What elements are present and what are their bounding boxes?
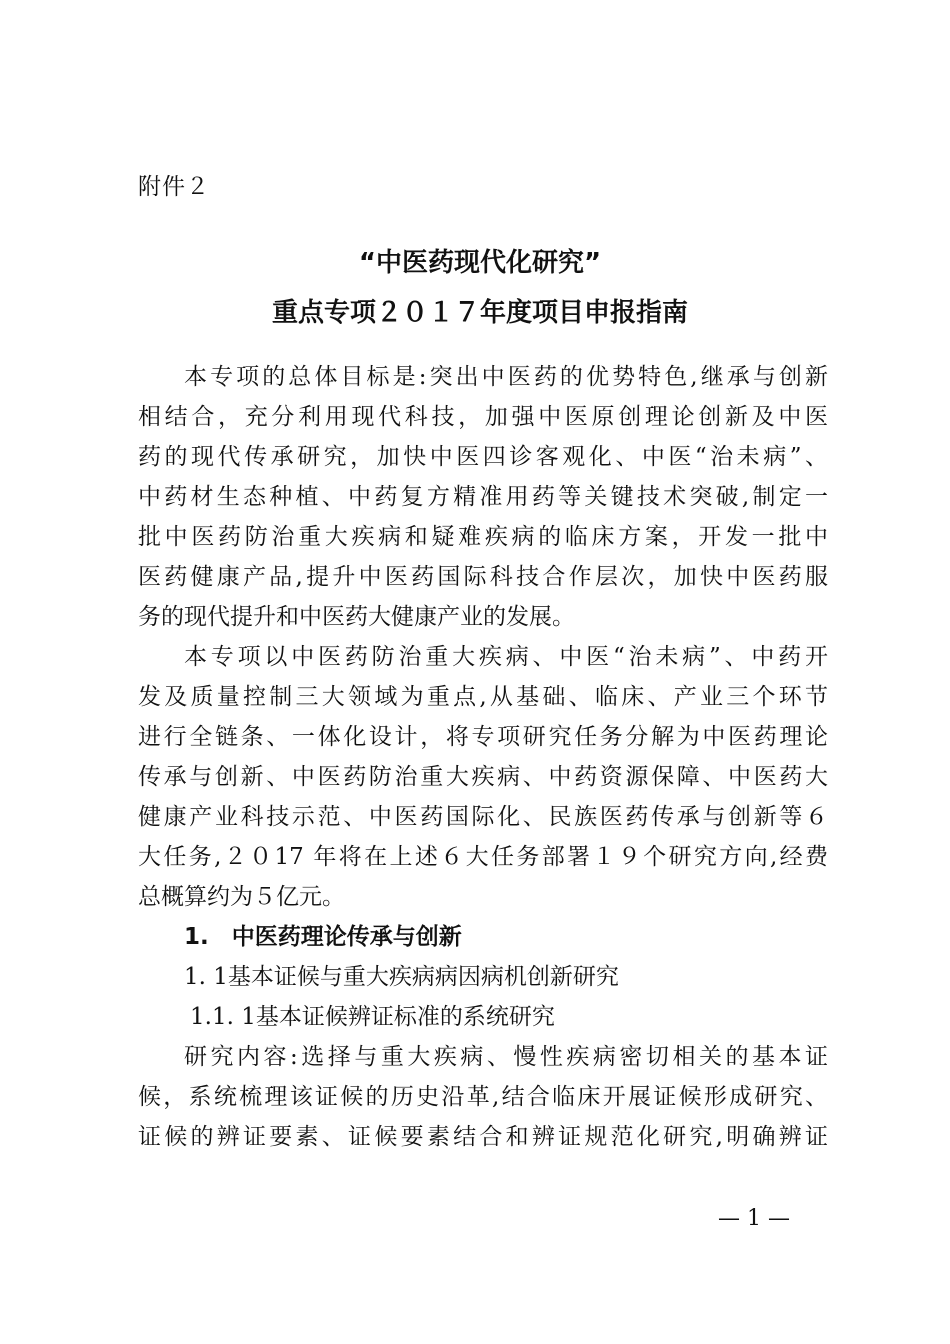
section-1-heading: 1. 中医药理论传承与创新 xyxy=(184,924,462,950)
paragraph-2-line-1: 本专项以中医药防治重大疾病、中医“治未病”、中药开 xyxy=(184,644,828,670)
paragraph-1-line-5: 批中医药防治重大疾病和疑难疾病的临床方案，开发一批中 xyxy=(138,524,828,550)
paragraph-3-line-2: 候，系统梳理该证候的历史沿革,结合临床开展证候形成研究、 xyxy=(138,1084,828,1110)
document-title-line-1: “中医药现代化研究” xyxy=(358,248,602,278)
paragraph-2-line-5: 健康产业科技示范、中医药国际化、民族医药传承与创新等６ xyxy=(138,804,828,830)
paragraph-2-line-4: 传承与创新、中医药防治重大疾病、中药资源保障、中医药大 xyxy=(138,764,828,790)
paragraph-3-line-1: 研究内容:选择与重大疾病、慢性疾病密切相关的基本证 xyxy=(184,1044,828,1070)
paragraph-1-line-1: 本专项的总体目标是:突出中医药的优势特色,继承与创新 xyxy=(184,364,828,390)
paragraph-3-line-3: 证候的辨证要素、证候要素结合和辨证规范化研究,明确辨证 xyxy=(138,1124,828,1150)
paragraph-1-line-6: 医药健康产品,提升中医药国际科技合作层次，加快中医药服 xyxy=(138,564,828,590)
attachment-label: 附件２ xyxy=(138,174,210,200)
paragraph-1-line-4: 中药材生态种植、中药复方精准用药等关键技术突破,制定一 xyxy=(138,484,828,510)
paragraph-1-line-2: 相结合，充分利用现代科技，加强中医原创理论创新及中医 xyxy=(138,404,828,430)
document-title-line-2: 重点专项２０１７年度项目申报指南 xyxy=(271,298,688,328)
paragraph-1-line-3: 药的现代传承研究，加快中医四诊客观化、中医“治未病”、 xyxy=(138,444,828,470)
paragraph-2-line-7: 总概算约为５亿元。 xyxy=(138,884,345,910)
page-number: — 1 — xyxy=(718,1206,790,1231)
paragraph-2-line-3: 进行全链条、一体化设计，将专项研究任务分解为中医药理论 xyxy=(138,724,828,750)
paragraph-2-line-2: 发及质量控制三大领域为重点,从基础、临床、产业三个环节 xyxy=(138,684,828,710)
paragraph-2-line-6: 大任务,２０17 年将在上述６大任务部署１９个研究方向,经费 xyxy=(138,844,828,870)
paragraph-1-line-7: 务的现代提升和中医药大健康产业的发展。 xyxy=(138,604,575,630)
subsection-1-1-1-heading: 1.1. 1基本证候辨证标准的系统研究 xyxy=(190,1004,555,1030)
subsection-1-1-heading: 1. 1基本证候与重大疾病病因病机创新研究 xyxy=(184,964,619,990)
